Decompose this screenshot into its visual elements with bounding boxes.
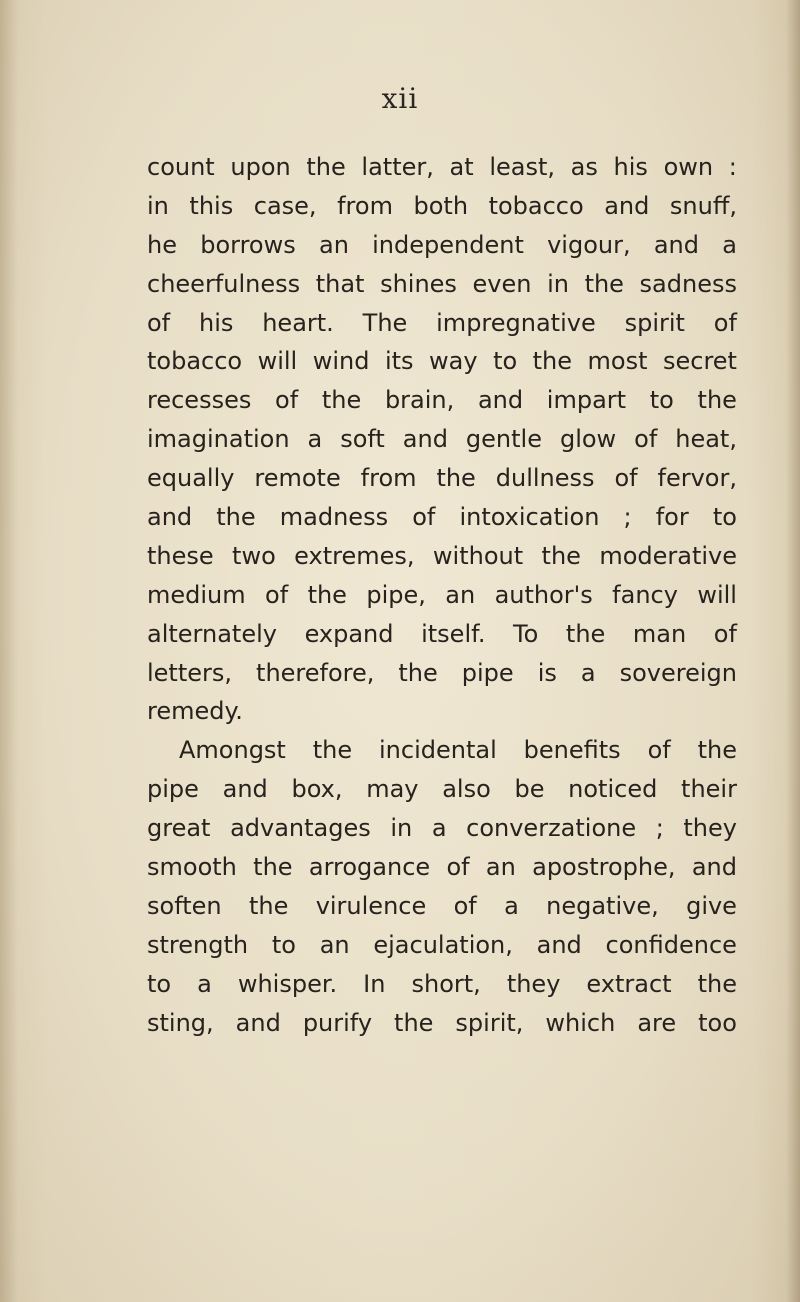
page-number: xii [381, 82, 419, 115]
text-line-5: of his heart. The impregnative spirit of [147, 308, 737, 337]
body-text [147, 148, 737, 1042]
text-line-15: remedy. [147, 697, 243, 726]
text-line-8: imagination a soft and gentle glow of heat, [147, 425, 737, 454]
text-line-21: strength to an ejaculation, and confidence [147, 930, 737, 959]
text-line-10: and the madness of intoxication ; for to [147, 503, 737, 532]
text-line-2: in this case, from both tobacco and snuff, [147, 191, 737, 220]
text-line-16: Amongst the incidental benefits of the [179, 736, 737, 765]
page-right-edge-shadow [786, 0, 800, 1302]
text-line-17: pipe and box, may also be noticed their [147, 775, 737, 804]
text-line-9: equally remote from the dullness of fervor, [147, 464, 737, 493]
text-line-12: medium of the pipe, an author's fancy will [147, 580, 737, 609]
text-line-19: smooth the arrogance of an apostrophe, and [147, 853, 737, 882]
text-line-4: cheerfulness that shines even in the sadness [147, 269, 737, 298]
text-line-3: he borrows an independent vigour, and a [147, 230, 737, 259]
text-line-7: recesses of the brain, and impart to the [147, 386, 737, 415]
text-line-23: sting, and purify the spirit, which are too [147, 1008, 737, 1037]
text-line-14: letters, therefore, the pipe is a sovereign [147, 658, 737, 687]
text-line-22: to a whisper. In short, they extract the [147, 969, 737, 998]
text-line-13: alternately expand itself. To the man of [147, 619, 737, 648]
text-line-20: soften the virulence of a negative, give [147, 891, 737, 920]
text-line-1: count upon the latter, at least, as his own : [147, 153, 737, 181]
text-line-11: these two extremes, without the moderative [147, 541, 737, 570]
page-left-edge-shadow [0, 0, 18, 1302]
text-line-18: great advantages in a converzatione ; they [147, 814, 737, 843]
text-line-6: tobacco will wind its way to the most secret [147, 347, 737, 376]
